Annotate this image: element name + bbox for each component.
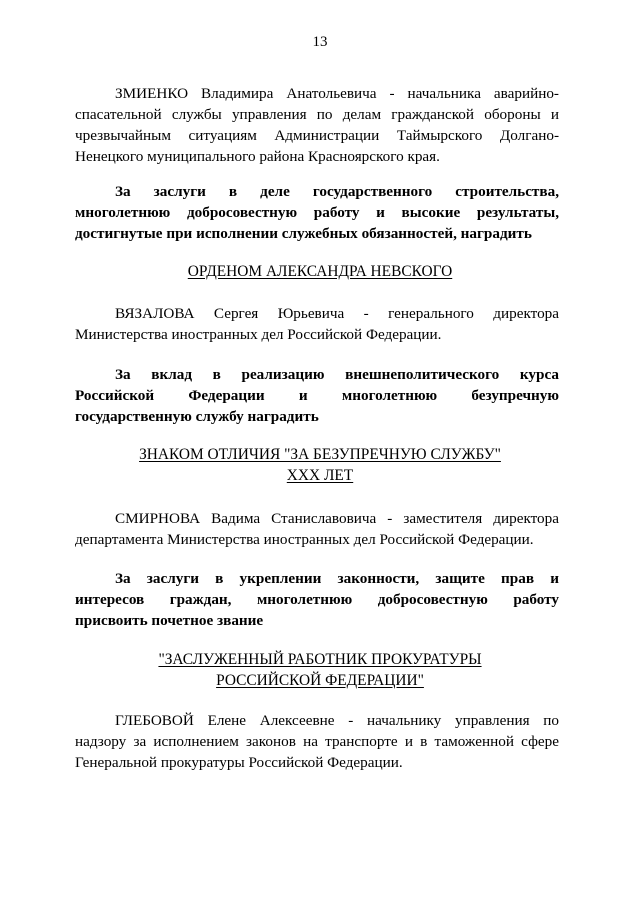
text-line: департамента Министерства иностранных дел Российской Федерации. — [75, 531, 534, 548]
text-line: многолетнюю добросовестную работу и высокие результаты, — [75, 204, 559, 221]
award-line: РОССИЙСКОЙ ФЕДЕРАЦИИ" — [216, 672, 424, 689]
award-title-honored-prosecutor — [0, 649, 640, 691]
person-entry-vyazalov — [75, 303, 559, 345]
award-line: ОРДЕНОМ АЛЕКСАНДРА НЕВСКОГО — [187, 263, 453, 280]
decree-paragraph-1 — [75, 181, 559, 244]
text-line: За вклад в реализацию внешнеполитического курса — [115, 366, 559, 383]
award-line: XXX ЛЕТ — [286, 467, 354, 484]
award-title-order-nevsky — [0, 261, 640, 282]
text-line: ВЯЗАЛОВА Сергея Юрьевича - генерального директора — [115, 305, 559, 322]
text-line: достигнутые при исполнении служебных обязанностей, наградить — [75, 225, 532, 242]
person-entry-zmienko — [75, 83, 559, 167]
text-line: присвоить почетное звание — [75, 612, 264, 629]
text-line: Ненецкого муниципального района Красноярского края. — [75, 148, 440, 165]
text-line: спасательной службы управления по делам гражданской обороны и — [75, 106, 559, 123]
text-line: Российской Федерации и многолетнюю безупречную — [75, 387, 559, 404]
text-line: интересов граждан, многолетнюю добросовестную работу — [75, 591, 559, 608]
text-line: ЗМИЕНКО Владимира Анатольевича - начальника аварийно- — [115, 85, 559, 102]
text-line: За заслуги в деле государственного строительства, — [115, 183, 559, 200]
text-line: ГЛЕБОВОЙ Елене Алексеевне - начальнику управления по — [115, 712, 559, 729]
decree-paragraph-3 — [75, 568, 559, 631]
text-line: надзору за исполнением законов на транспорте и в таможенной сфере — [75, 733, 559, 750]
text-line: Генеральной прокуратуры Российской Федерации. — [75, 754, 403, 771]
award-line: ЗНАКОМ ОТЛИЧИЯ "ЗА БЕЗУПРЕЧНУЮ СЛУЖБУ" — [139, 446, 501, 463]
page-number: 13 — [312, 34, 328, 50]
award-title-badge-service — [0, 444, 640, 486]
text-line: государственную службу наградить — [75, 408, 319, 425]
award-line: "ЗАСЛУЖЕННЫЙ РАБОТНИК ПРОКУРАТУРЫ — [158, 651, 482, 668]
person-entry-glebova — [75, 710, 559, 773]
decree-paragraph-2 — [75, 364, 559, 427]
text-line: За заслуги в укреплении законности, защите прав и — [115, 570, 559, 587]
text-line: СМИРНОВА Вадима Станиславовича - заместителя директора — [115, 510, 559, 527]
text-line: Министерства иностранных дел Российской Федерации. — [75, 326, 442, 343]
text-line: чрезвычайным ситуациям Администрации Таймырского Долгано- — [75, 127, 559, 144]
person-entry-smirnov — [75, 508, 559, 550]
